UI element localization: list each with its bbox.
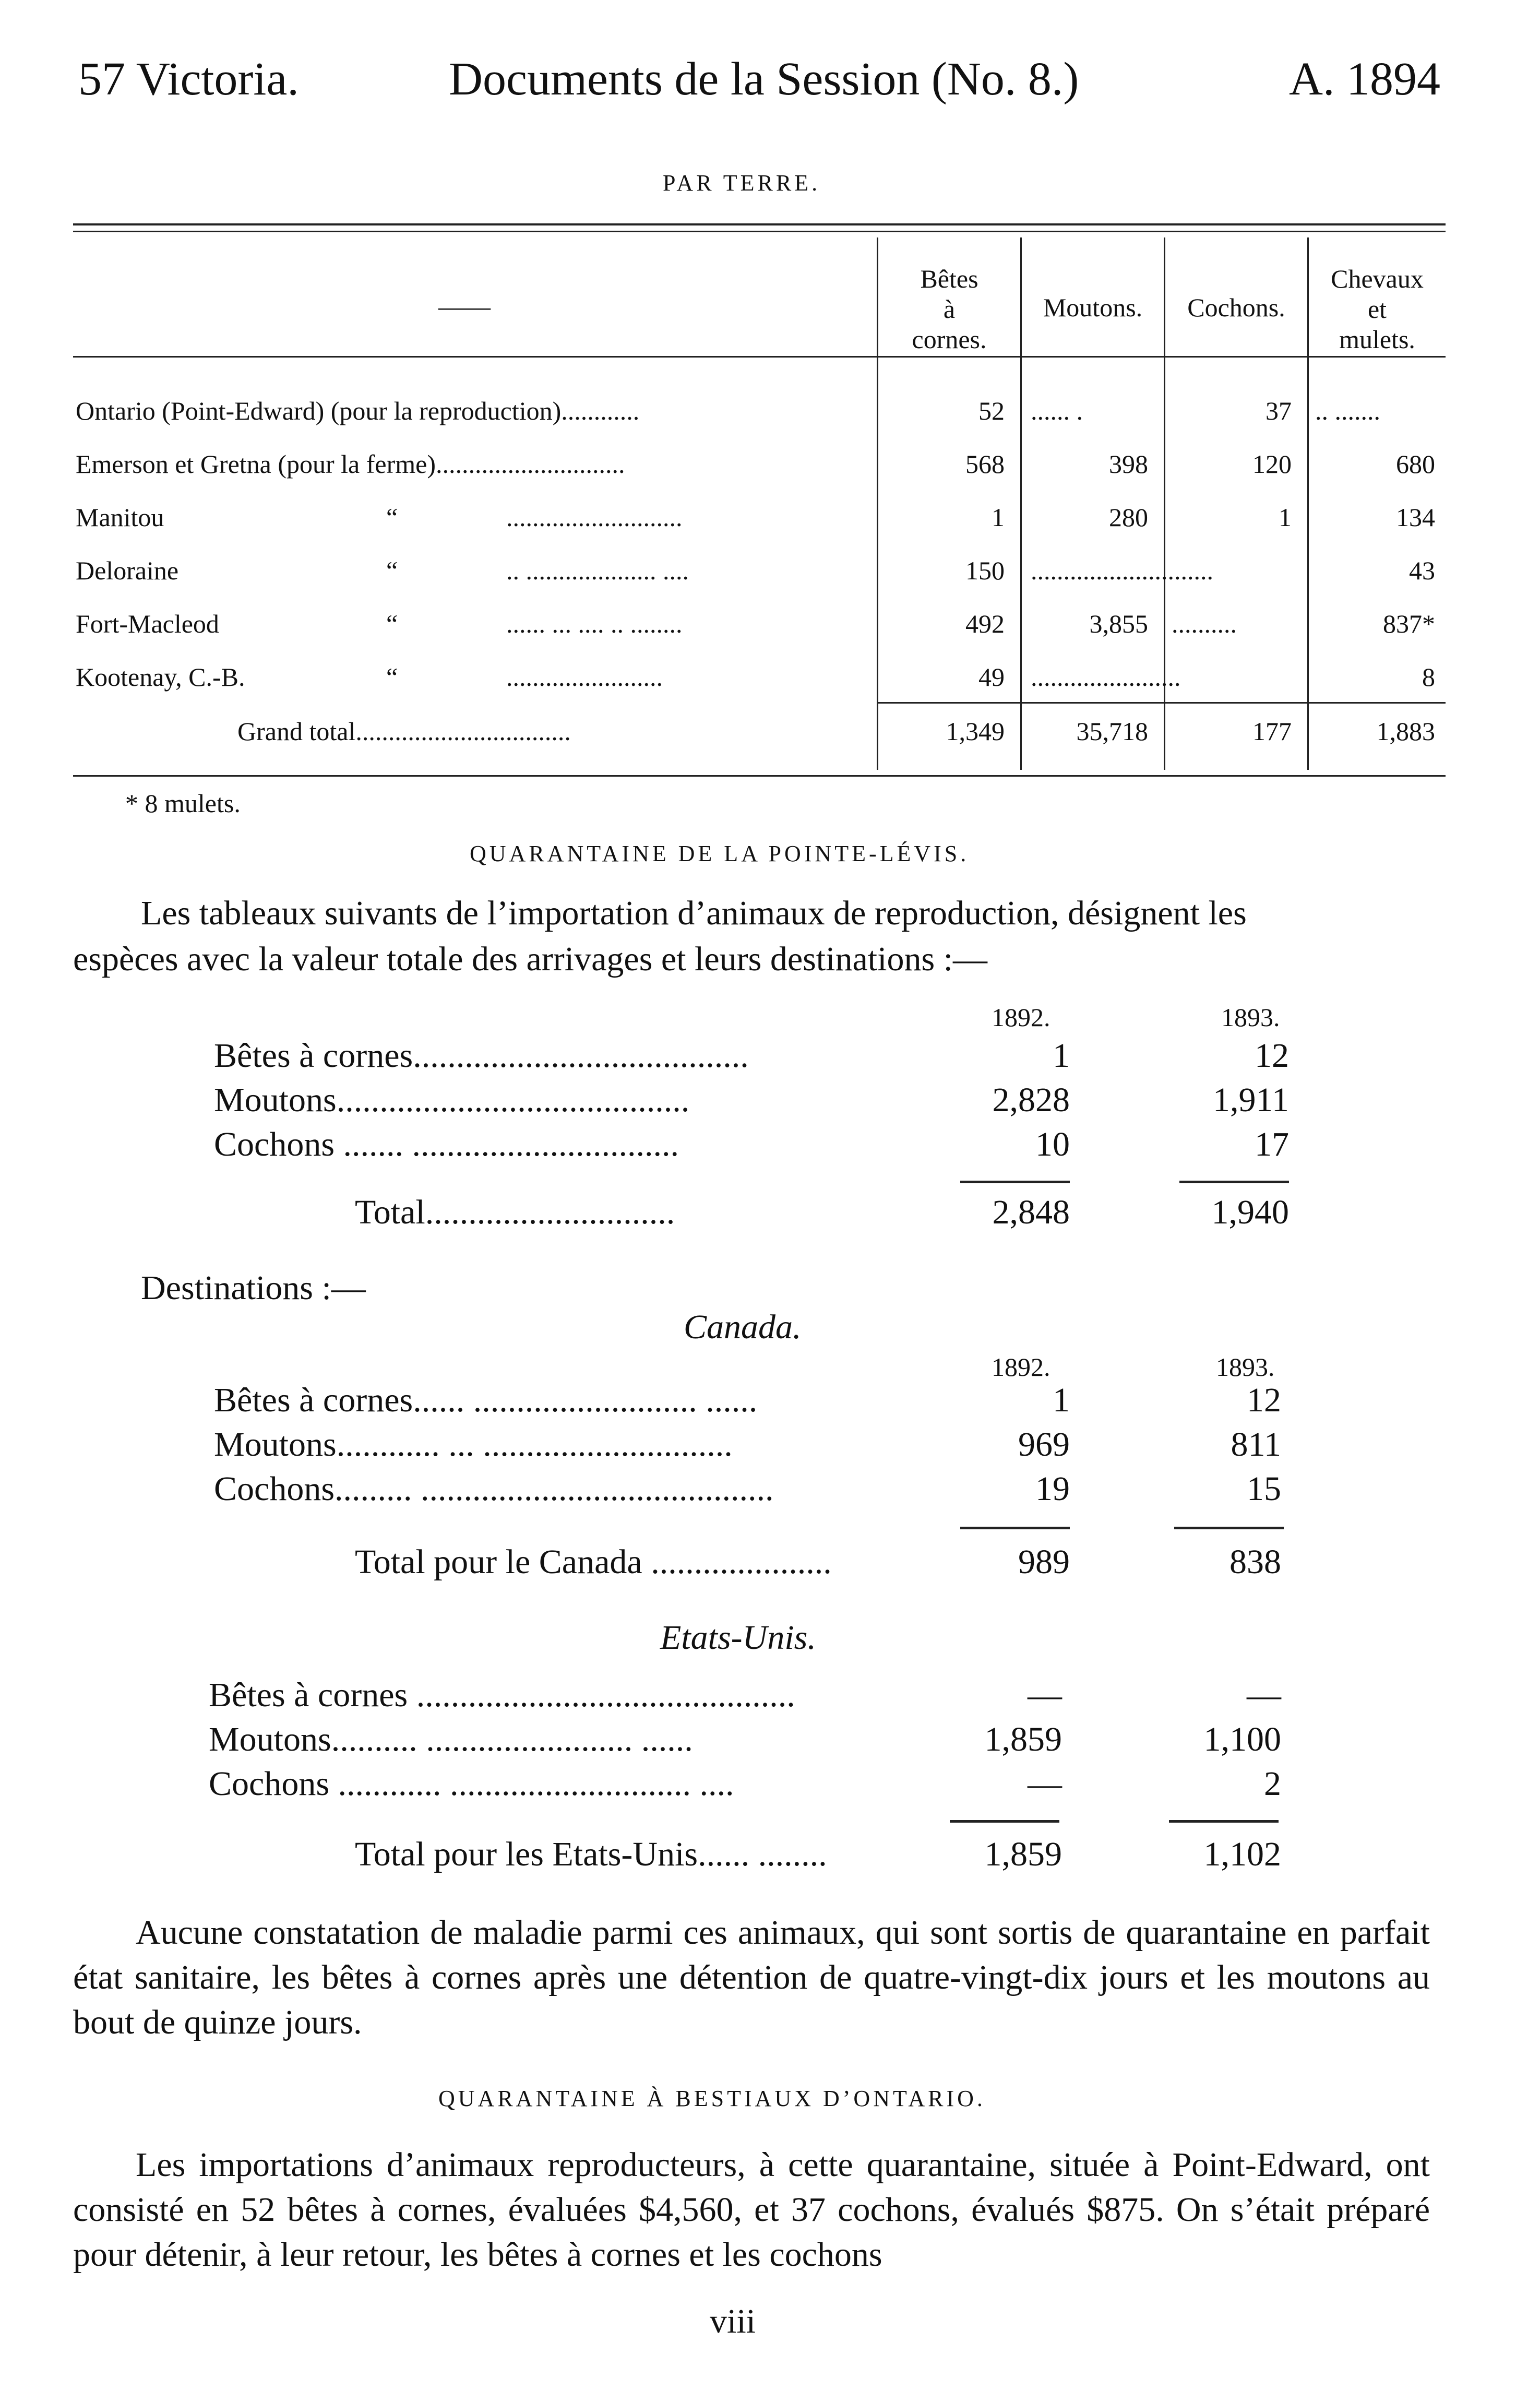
- cell-chevaux: 134: [1396, 503, 1435, 532]
- leader-dots: ............................: [1031, 556, 1213, 585]
- section-title-pointe-levis: QUARANTAINE DE LA POINTE-LÉVIS.: [470, 841, 970, 866]
- row-label-text: Cochons: [214, 1125, 335, 1163]
- total-label: [355, 1835, 827, 1874]
- row-label: [209, 1720, 693, 1759]
- cell-moutons: 398: [1109, 449, 1148, 479]
- cell-betes: 150: [965, 556, 1005, 585]
- col-header-betes: [878, 264, 1020, 354]
- leader-dots: ...... .......................... ......: [413, 1381, 758, 1419]
- leader-dots: ...... .: [1031, 396, 1083, 425]
- cell-1893: —: [1247, 1676, 1281, 1714]
- cell-chevaux: 837*: [1383, 609, 1435, 638]
- col-header-chevaux-line1: Chevaux: [1331, 264, 1424, 293]
- row-label-text: Bêtes à cornes: [214, 1381, 413, 1419]
- ditto-mark: “: [386, 503, 398, 532]
- cell-betes: 492: [965, 609, 1005, 638]
- table-top-rule-2: [73, 231, 1446, 232]
- row-label-text: Moutons: [214, 1081, 337, 1119]
- total-label: [355, 1193, 675, 1232]
- row-label: [76, 449, 625, 479]
- cell-chevaux: 1,883: [1376, 717, 1435, 746]
- leader-dots: .......................: [1031, 662, 1181, 692]
- cell-1892: 969: [1018, 1425, 1070, 1464]
- leader-dots: ........................: [506, 662, 663, 692]
- year-header-1893: 1893.: [1216, 1352, 1275, 1382]
- cell-1893: 2: [1264, 1765, 1281, 1803]
- cell-1892: 989: [1018, 1543, 1070, 1581]
- cell-1892: 1,859: [984, 1720, 1062, 1758]
- sum-rule-1893: [1169, 1820, 1279, 1823]
- table-bottom-rule: [73, 775, 1446, 777]
- canada-heading: Canada.: [684, 1308, 802, 1346]
- cell-1893: 1,102: [1203, 1835, 1281, 1873]
- year-header-1892: 1892.: [992, 1352, 1050, 1382]
- cell-1892: —: [1028, 1676, 1062, 1714]
- total-label-text: Total: [355, 1193, 425, 1231]
- cell-betes: 52: [978, 396, 1005, 425]
- col-header-chevaux: [1309, 264, 1446, 354]
- leader-dots: ...........................: [506, 503, 683, 532]
- cell-betes: 568: [965, 449, 1005, 479]
- cell-betes: 1: [992, 503, 1005, 532]
- leader-dots: .......... ........................ ......: [331, 1720, 693, 1758]
- leader-dots: ..........: [1172, 609, 1237, 638]
- leader-dots: .. .......: [1315, 396, 1380, 425]
- cell-cochons: 177: [1252, 717, 1292, 746]
- section-title-ontario: QUARANTAINE À BESTIAUX D’ONTARIO.: [438, 2086, 986, 2111]
- sum-rule-1893: [1174, 1527, 1284, 1529]
- ditto-mark: “: [386, 609, 398, 638]
- cell-chevaux: 43: [1409, 556, 1435, 585]
- cell-1893: 1,940: [1211, 1193, 1289, 1231]
- row-label-text: Moutons: [214, 1425, 337, 1464]
- total-label: [355, 1542, 832, 1582]
- row-label: Deloraine: [76, 556, 179, 585]
- row-label: [76, 396, 639, 426]
- row-label: Manitou: [76, 503, 164, 532]
- total-label-text: Total pour les Etats-Unis: [355, 1835, 698, 1873]
- row-label: [214, 1381, 757, 1420]
- col-header-chevaux-line3: mulets.: [1339, 325, 1415, 354]
- total-label: [237, 716, 571, 746]
- leader-dots: ...... ... .... .. ........: [506, 609, 683, 638]
- cell-1893: 811: [1231, 1425, 1281, 1464]
- col-header-betes-line3: cornes.: [912, 325, 987, 354]
- sum-rule-1892: [960, 1181, 1070, 1183]
- cell-betes: 49: [978, 662, 1005, 692]
- intro-line-1: Les tableaux suivants de l’importation d’animaux de reproduction, désignent les: [141, 894, 1247, 932]
- leader-dots: .............................: [435, 449, 625, 479]
- row-label: [214, 1425, 733, 1465]
- cell-1893: 12: [1247, 1381, 1281, 1419]
- row-label-text: Ontario (Point-Edward) (pour la reproduction): [76, 396, 562, 425]
- row-label-text: Moutons: [209, 1720, 331, 1758]
- leader-dots: ............................................: [408, 1676, 795, 1714]
- cell-1893: 1,100: [1203, 1720, 1281, 1758]
- leader-dots: .......................................: [413, 1037, 749, 1075]
- total-label-text: Grand total: [237, 717, 356, 746]
- row-label-text: Bêtes à cornes: [214, 1037, 413, 1075]
- row-label-text: Bêtes à cornes: [209, 1676, 408, 1714]
- row-label: Fort-Macleod: [76, 609, 219, 638]
- leader-dots: .. .................... ....: [506, 556, 689, 585]
- cell-1893: 15: [1247, 1470, 1281, 1508]
- leader-dots: ............ ............................ ....: [329, 1765, 734, 1803]
- row-label: [214, 1036, 749, 1076]
- sum-rule-1892: [950, 1820, 1059, 1823]
- footnote: * 8 mulets.: [125, 789, 241, 818]
- cell-moutons: 3,855: [1089, 609, 1148, 638]
- leader-dots: ....... ...............................: [335, 1125, 679, 1163]
- total-rule: [877, 702, 1446, 704]
- destinations-label: Destinations :—: [141, 1269, 366, 1307]
- col-header-blank: ——: [438, 292, 491, 321]
- row-label: [209, 1675, 795, 1715]
- leader-dots: .....................: [642, 1543, 832, 1581]
- leader-dots: .............................: [425, 1193, 675, 1231]
- cell-1893: 17: [1255, 1125, 1289, 1163]
- cell-1892: —: [1028, 1765, 1062, 1803]
- ontario-paragraph: Les importations d’animaux reproducteurs, à cette quarantaine, située à Point-Edward, ont consisté en 52 bêtes à cornes, évaluées $4,560, et 37 cochons, évalués $875. On s’était préparé pour détenir, à leur retour, les bêtes à cornes et les cochons: [73, 2146, 1430, 2274]
- sum-rule-1892: [960, 1527, 1070, 1529]
- row-label: [214, 1125, 679, 1164]
- header-volume: 57 Victoria.: [78, 53, 299, 105]
- cell-1892: 2,848: [992, 1193, 1070, 1231]
- cell-chevaux: 680: [1396, 449, 1435, 479]
- year-header-1893: 1893.: [1221, 1003, 1280, 1032]
- col-header-cochons: Cochons.: [1187, 293, 1285, 322]
- header-title: Documents de la Session (No. 8.): [449, 53, 1079, 105]
- leader-dots: ............ ... .............................: [336, 1425, 733, 1464]
- row-label-text: Emerson et Gretna (pour la ferme): [76, 449, 436, 479]
- cell-betes: 1,349: [946, 717, 1005, 746]
- cell-1892: 2,828: [992, 1081, 1070, 1119]
- table-top-rule: [73, 223, 1446, 225]
- leader-dots: ...... ........: [698, 1835, 827, 1873]
- cell-cochons: 1: [1279, 503, 1292, 532]
- total-label-text: Total pour le Canada: [355, 1543, 642, 1581]
- cell-1893: 838: [1229, 1543, 1281, 1581]
- cell-cochons: 37: [1266, 396, 1292, 425]
- cell-1892: 1: [1053, 1381, 1070, 1419]
- row-label-text: Cochons: [214, 1470, 335, 1508]
- col-header-chevaux-line2: et: [1367, 294, 1387, 324]
- cell-moutons: 35,718: [1076, 717, 1148, 746]
- cell-1892: 1,859: [984, 1835, 1062, 1873]
- row-label-text: Cochons: [209, 1765, 329, 1803]
- col-header-moutons: Moutons.: [1043, 293, 1143, 322]
- row-label: [209, 1764, 734, 1804]
- col-header-betes-line2: à: [943, 294, 956, 324]
- leader-dots: .........................................: [336, 1081, 690, 1119]
- row-label: [214, 1080, 689, 1120]
- row-label: Kootenay, C.-B.: [76, 662, 245, 692]
- ditto-mark: “: [386, 556, 398, 585]
- usa-heading: Etats-Unis.: [660, 1619, 816, 1657]
- cell-1893: 1,911: [1212, 1081, 1289, 1119]
- year-header-1892: 1892.: [992, 1003, 1050, 1032]
- page-number: viii: [710, 2302, 756, 2340]
- leader-dots: ......... .........................................: [335, 1470, 774, 1508]
- section-title-par-terre: PAR TERRE.: [663, 170, 821, 196]
- cell-1892: 19: [1035, 1470, 1070, 1508]
- ditto-mark: “: [386, 662, 398, 692]
- table-header-rule: [73, 356, 1446, 358]
- cell-1892: 10: [1035, 1125, 1070, 1163]
- leader-dots: ............: [561, 396, 640, 425]
- row-label: [214, 1469, 774, 1509]
- conclusion-paragraph: Aucune constatation de maladie parmi ces animaux, qui sont sortis de quarantaine en parfait état sanitaire, les bêtes à cornes après une détention de quatre-vingt-dix jours et les moutons au bout de quinze jours.: [73, 1913, 1430, 2041]
- cell-cochons: 120: [1252, 449, 1292, 479]
- col-header-betes-line1: Bêtes: [920, 264, 978, 293]
- cell-1892: 1: [1053, 1037, 1070, 1075]
- header-year: A. 1894: [1289, 53, 1440, 105]
- cell-chevaux: 8: [1422, 662, 1435, 692]
- leader-dots: .................................: [355, 717, 571, 746]
- intro-line-2: espèces avec la valeur totale des arrivages et leurs destinations :—: [73, 940, 987, 978]
- cell-1893: 12: [1255, 1037, 1289, 1075]
- cell-moutons: 280: [1109, 503, 1148, 532]
- sum-rule-1893: [1179, 1181, 1289, 1183]
